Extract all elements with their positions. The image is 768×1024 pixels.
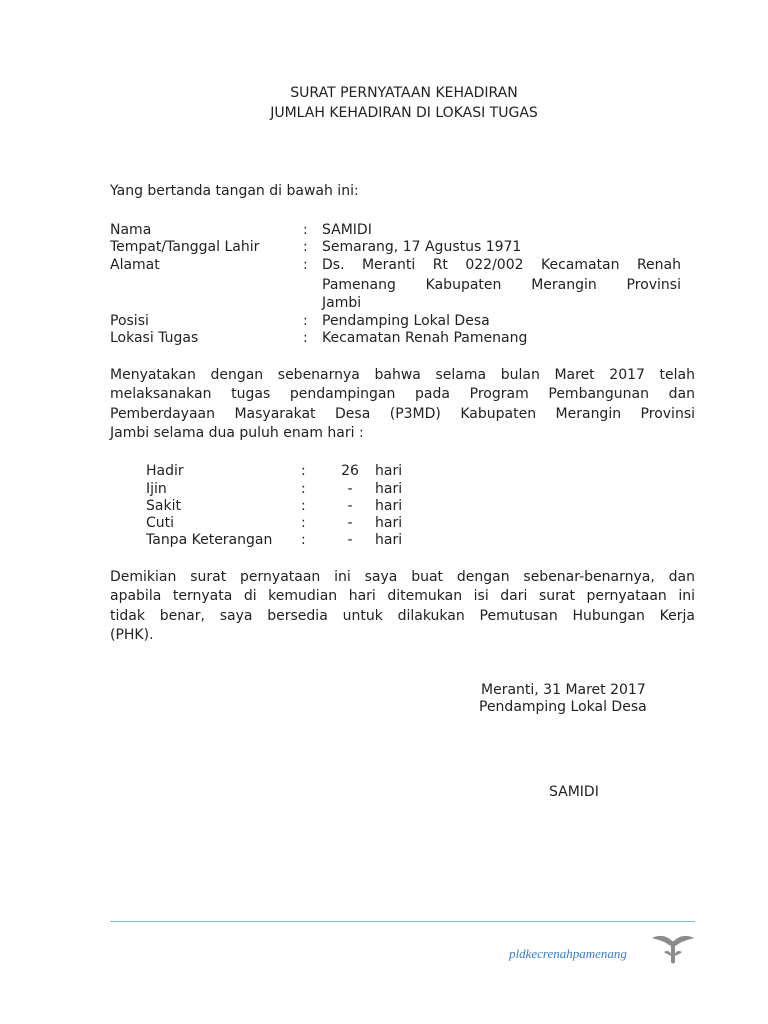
- signature-place-date: Meranti, 31 Maret 2017: [481, 682, 646, 698]
- attendance-colon: :: [301, 498, 306, 514]
- ttl-colon: :: [303, 239, 308, 255]
- closing-line-2: apabila ternyata di kemudian hari ditemukan isi dari surat pernyataan ini: [110, 588, 695, 604]
- footer-watermark-text: pldkecrenahpamenang: [509, 946, 627, 961]
- alamat-value-line-3: Jambi: [322, 295, 362, 311]
- alamat-label: Alamat: [110, 257, 160, 273]
- nama-value: SAMIDI: [322, 222, 372, 238]
- footer-divider: [110, 921, 695, 922]
- signature-role: Pendamping Lokal Desa: [479, 699, 647, 715]
- document-title-line-2: JUMLAH KEHADIRAN DI LOKASI TUGAS: [270, 105, 538, 121]
- nama-label: Nama: [110, 222, 152, 238]
- footer-logo-icon: [650, 932, 696, 966]
- ttl-label: Tempat/Tanggal Lahir: [110, 239, 260, 255]
- attendance-value: 26: [341, 463, 359, 479]
- posisi-value: Pendamping Lokal Desa: [322, 313, 490, 329]
- attendance-label: Tanpa Keterangan: [146, 532, 273, 548]
- attendance-value: -: [347, 481, 353, 497]
- lokasi-colon: :: [303, 330, 308, 346]
- attendance-colon: :: [301, 532, 306, 548]
- statement-line-4: Jambi selama dua puluh enam hari :: [110, 425, 364, 441]
- attendance-value: -: [347, 515, 353, 531]
- closing-line-3: tidak benar, saya bersedia untuk dilakukan Pemutusan Hubungan Kerja: [110, 608, 695, 624]
- attendance-label: Sakit: [146, 498, 181, 514]
- alamat-colon: :: [303, 257, 308, 273]
- closing-line-4: (PHK).: [110, 627, 154, 643]
- attendance-label: Cuti: [146, 515, 175, 531]
- closing-line-1: Demikian surat pernyataan ini saya buat dengan sebenar-benarnya, dan: [110, 569, 695, 585]
- alamat-value-line-2: Pamenang Kabupaten Merangin Provinsi: [322, 277, 681, 293]
- statement-line-2: melaksanakan tugas pendampingan pada Program Pembangunan dan: [110, 386, 695, 402]
- statement-line-1: Menyatakan dengan sebenarnya bahwa selama bulan Maret 2017 telah: [110, 367, 695, 383]
- statement-line-3: Pemberdayaan Masyarakat Desa (P3MD) Kabupaten Merangin Provinsi: [110, 406, 695, 422]
- nama-colon: :: [303, 222, 308, 238]
- document-title-line-1: SURAT PERNYATAAN KEHADIRAN: [290, 85, 518, 101]
- signature-name: SAMIDI: [549, 784, 599, 800]
- posisi-colon: :: [303, 313, 308, 329]
- attendance-unit: hari: [375, 532, 403, 548]
- attendance-label: Hadir: [146, 463, 184, 479]
- attendance-label: Ijin: [146, 481, 167, 497]
- attendance-unit: hari: [375, 515, 403, 531]
- attendance-colon: :: [301, 463, 306, 479]
- ttl-value: Semarang, 17 Agustus 1971: [322, 239, 522, 255]
- attendance-colon: :: [301, 515, 306, 531]
- alamat-value-line-1: Ds. Meranti Rt 022/002 Kecamatan Renah: [322, 257, 681, 273]
- intro-text: Yang bertanda tangan di bawah ini:: [110, 183, 359, 199]
- attendance-colon: :: [301, 481, 306, 497]
- lokasi-label: Lokasi Tugas: [110, 330, 199, 346]
- attendance-unit: hari: [375, 481, 403, 497]
- posisi-label: Posisi: [110, 313, 149, 329]
- attendance-unit: hari: [375, 463, 403, 479]
- attendance-unit: hari: [375, 498, 403, 514]
- lokasi-value: Kecamatan Renah Pamenang: [322, 330, 528, 346]
- attendance-value: -: [347, 532, 353, 548]
- attendance-value: -: [347, 498, 353, 514]
